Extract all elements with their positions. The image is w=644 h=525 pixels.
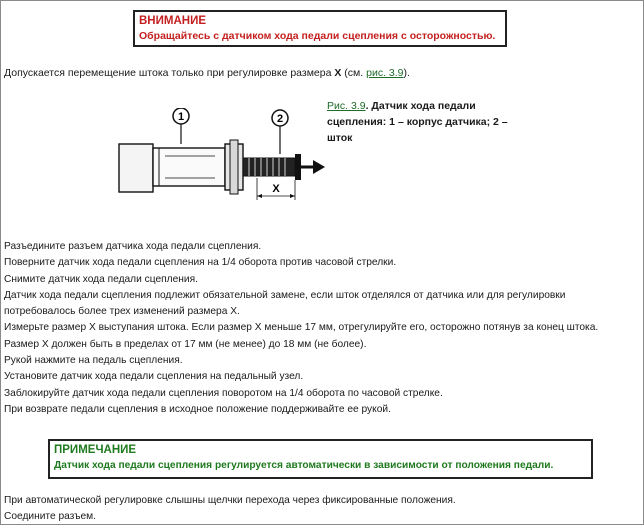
callout-2-label: 2: [276, 113, 284, 125]
warning-text: Обращайтесь с датчиком хода педали сцепления с осторожностью.: [139, 30, 496, 42]
sensor-figure: [115, 108, 330, 208]
intro-prefix: Допускается перемещение штока только при регулировке размера: [4, 67, 335, 79]
footer-text: [4, 493, 456, 525]
step-item: Измерьте размер X выступания штока. Если размер X меньше 17 мм, отрегулируйте его, осторожно потянув за конец штока.: [4, 322, 599, 334]
step-item: потребовалось более трех изменений размера X.: [4, 306, 240, 318]
warning-box: [133, 10, 507, 47]
step-item: Датчик хода педали сцепления подлежит обязательной замене, если шток отделялся от датчика или для регулировки: [4, 289, 566, 301]
step-item: Рукой нажмите на педаль сцепления.: [4, 355, 183, 367]
caption-link[interactable]: Рис. 3.9: [327, 100, 366, 112]
dimension-x-label: X: [272, 183, 280, 195]
note-box: [48, 439, 593, 479]
intro-x: X: [334, 67, 342, 79]
step-item: Заблокируйте датчик хода педали сцепления поворотом на 1/4 оборота по часовой стрелке.: [4, 387, 443, 399]
footer-line: При автоматической регулировке слышны щелчки перехода через фиксированные положения.: [4, 495, 456, 506]
direction-arrow: [313, 160, 325, 174]
warning-title: ВНИМАНИЕ: [139, 15, 207, 27]
step-item: Размер X должен быть в пределах от 17 мм (не менее) до 18 мм (не более).: [4, 338, 367, 350]
connector-block: [119, 144, 153, 192]
note-text: Датчик хода педали сцепления регулируется автоматически в зависимости от положения педали.: [54, 460, 554, 471]
sensor-rod: [243, 158, 295, 176]
instructions-list: [4, 239, 598, 418]
step-item: Установите датчик хода педали сцепления на педальный узел.: [4, 371, 304, 383]
sensor-body: [153, 148, 225, 186]
footer-line: Соедините разъем.: [4, 511, 96, 522]
figure-link[interactable]: рис. 3.9: [366, 67, 404, 79]
step-item: Снимите датчик хода педали сцепления.: [4, 273, 198, 285]
step-item: При возврате педали сцепления в исходное положение поддерживайте ее рукой.: [4, 403, 391, 415]
caption-text: . Датчик хода педали сцепления: 1 – корпус датчика; 2 – шток: [327, 100, 508, 144]
step-item: Поверните датчик хода педали сцепления на 1/4 оборота против часовой стрелки.: [4, 257, 397, 269]
callout-1-label: 1: [177, 111, 185, 123]
intro-suffix: ).: [403, 67, 410, 79]
step-item: Разъедините разъем датчика хода педали сцепления.: [4, 241, 262, 252]
intro-paragraph: [4, 67, 410, 79]
figure-caption: [327, 98, 527, 146]
note-title: ПРИМЕЧАНИЕ: [54, 444, 137, 456]
intro-middle: (см.: [341, 67, 367, 79]
